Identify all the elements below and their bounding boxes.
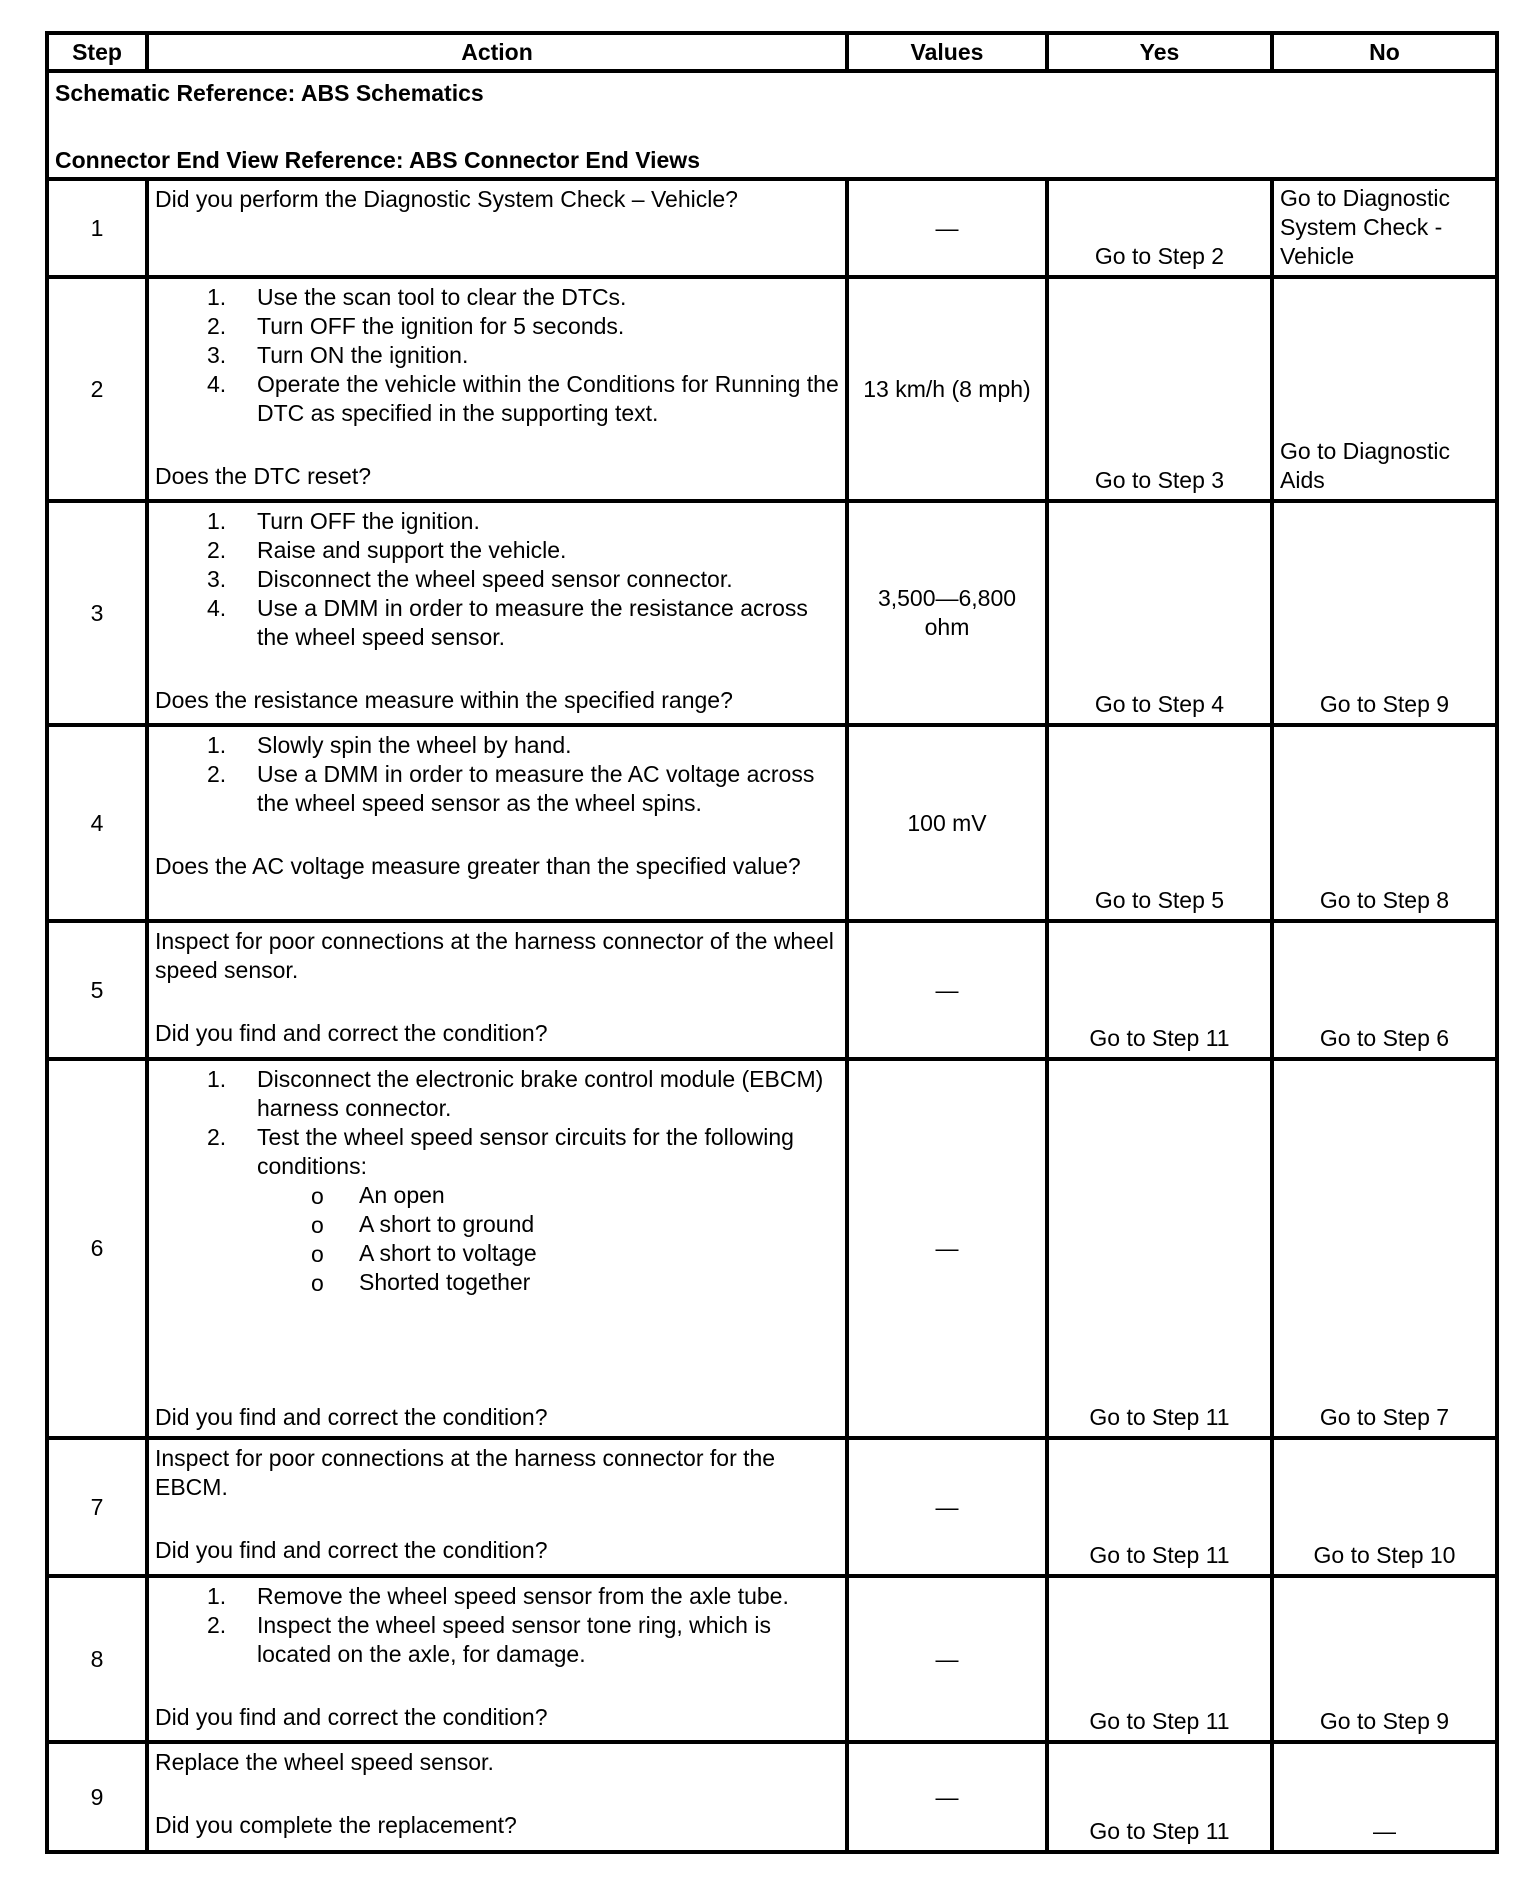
list-item: 2. Inspect the wheel speed sensor tone ring, which is located on the axle, for damage.	[207, 1612, 771, 1667]
yes-cell: Go to Step 2	[1047, 179, 1272, 277]
list-item: 2. Test the wheel speed sensor circuits for the following conditions:	[207, 1124, 794, 1179]
action-cell	[147, 1059, 847, 1438]
action-list	[155, 731, 839, 818]
table-row	[47, 1059, 1497, 1438]
reference-cell	[47, 71, 1497, 179]
table-row	[47, 1438, 1497, 1576]
list-item: 2. Raise and support the vehicle.	[207, 537, 567, 563]
condition-item: o An open	[311, 1182, 445, 1209]
header-no: No	[1272, 33, 1497, 71]
header-values: Values	[847, 33, 1047, 71]
action-question: Does the DTC reset?	[155, 463, 372, 489]
action-cell	[147, 725, 847, 921]
list-item: 2. Use a DMM in order to measure the AC voltage across the wheel speed sensor as the wheel spins.	[207, 761, 815, 816]
action-cell	[147, 179, 847, 277]
no-cell: Go to Step 9	[1272, 1576, 1497, 1742]
list-item: 1. Disconnect the electronic brake control module (EBCM) harness connector.	[207, 1066, 824, 1121]
action-text: Did you perform the Diagnostic System Check – Vehicle?	[155, 186, 738, 212]
value-cell: 100 mV	[847, 725, 1047, 921]
header-yes: Yes	[1047, 33, 1272, 71]
action-cell	[147, 277, 847, 501]
yes-cell: Go to Step 11	[1047, 1576, 1272, 1742]
no-cell: Go to Step 10	[1272, 1438, 1497, 1576]
step-number: 6	[47, 1059, 147, 1438]
value-cell: —	[847, 1576, 1047, 1742]
step-number: 3	[47, 501, 147, 725]
action-cell	[147, 1438, 847, 1576]
action-cell	[147, 921, 847, 1059]
table-row	[47, 1576, 1497, 1742]
value-cell: —	[847, 921, 1047, 1059]
action-question: Does the AC voltage measure greater than the specified value?	[155, 853, 801, 879]
action-cell	[147, 1576, 847, 1742]
action-list	[155, 1065, 839, 1181]
table-row	[47, 277, 1497, 501]
no-cell: Go to Step 8	[1272, 725, 1497, 921]
step-number: 7	[47, 1438, 147, 1576]
action-list	[155, 507, 839, 652]
list-item: 1. Use the scan tool to clear the DTCs.	[207, 284, 627, 310]
value-text: 3,500—6,800 ohm	[877, 585, 1017, 640]
condition-item: o A short to voltage	[311, 1240, 537, 1267]
value-cell: —	[847, 179, 1047, 277]
yes-cell: Go to Step 11	[1047, 1059, 1272, 1438]
yes-cell: Go to Step 4	[1047, 501, 1272, 725]
action-list	[155, 283, 839, 428]
action-cell	[147, 1742, 847, 1852]
list-item: 3. Turn ON the ignition.	[207, 342, 469, 368]
value-cell: —	[847, 1742, 1047, 1852]
table-row	[47, 725, 1497, 921]
no-cell: Go to Step 6	[1272, 921, 1497, 1059]
table-row	[47, 501, 1497, 725]
yes-cell: Go to Step 3	[1047, 277, 1272, 501]
yes-cell: Go to Step 5	[1047, 725, 1272, 921]
no-cell: Go to Step 7	[1272, 1059, 1497, 1438]
action-list	[155, 1582, 839, 1669]
list-item: 4. Use a DMM in order to measure the resistance across the wheel speed sensor.	[207, 595, 808, 650]
no-cell: Go to Diagnostic Aids	[1272, 277, 1497, 501]
step-number: 8	[47, 1576, 147, 1742]
connector-reference: Connector End View Reference: ABS Connector End Views	[55, 147, 700, 173]
action-text: Inspect for poor connections at the harness connector for the EBCM.	[155, 1445, 776, 1500]
header-action: Action	[147, 33, 847, 71]
action-text: Replace the wheel speed sensor.	[155, 1749, 494, 1775]
action-cell	[147, 501, 847, 725]
table-row	[47, 179, 1497, 277]
action-question: Did you find and correct the condition?	[155, 1020, 548, 1046]
step-number: 2	[47, 277, 147, 501]
action-question: Did you find and correct the condition?	[155, 1537, 548, 1563]
list-item: 3. Disconnect the wheel speed sensor connector.	[207, 566, 733, 592]
header-step: Step	[47, 33, 147, 71]
action-question: Did you complete the replacement?	[155, 1812, 517, 1838]
no-cell: Go to Diagnostic System Check - Vehicle	[1272, 179, 1497, 277]
list-item: 4. Operate the vehicle within the Conditions for Running the DTC as specified in the supporting text.	[207, 371, 839, 426]
condition-item: o A short to ground	[311, 1211, 535, 1238]
list-item: 1. Turn OFF the ignition.	[207, 508, 480, 534]
yes-cell: Go to Step 11	[1047, 921, 1272, 1059]
action-question: Did you find and correct the condition?	[155, 1704, 548, 1730]
list-item: 1. Slowly spin the wheel by hand.	[207, 732, 572, 758]
condition-list	[155, 1181, 839, 1297]
value-cell	[847, 501, 1047, 725]
header-row	[47, 33, 1497, 71]
table-row	[47, 1742, 1497, 1852]
value-cell: —	[847, 1059, 1047, 1438]
diagnostic-table	[45, 31, 1499, 1854]
value-cell: —	[847, 1438, 1047, 1576]
action-question: Did you find and correct the condition?	[155, 1404, 548, 1430]
action-text: Inspect for poor connections at the harness connector of the wheel speed sensor.	[155, 928, 834, 983]
no-cell: —	[1272, 1742, 1497, 1852]
list-item: 1. Remove the wheel speed sensor from the axle tube.	[207, 1583, 789, 1609]
step-number: 5	[47, 921, 147, 1059]
yes-cell: Go to Step 11	[1047, 1438, 1272, 1576]
condition-item: o Shorted together	[311, 1269, 531, 1296]
step-number: 9	[47, 1742, 147, 1852]
action-question: Does the resistance measure within the specified range?	[155, 687, 733, 713]
value-cell: 13 km/h (8 mph)	[847, 277, 1047, 501]
step-number: 1	[47, 179, 147, 277]
schematic-reference: Schematic Reference: ABS Schematics	[55, 80, 484, 106]
no-cell: Go to Step 9	[1272, 501, 1497, 725]
yes-cell: Go to Step 11	[1047, 1742, 1272, 1852]
step-number: 4	[47, 725, 147, 921]
table-row	[47, 921, 1497, 1059]
reference-row	[47, 71, 1497, 179]
list-item: 2. Turn OFF the ignition for 5 seconds.	[207, 313, 625, 339]
